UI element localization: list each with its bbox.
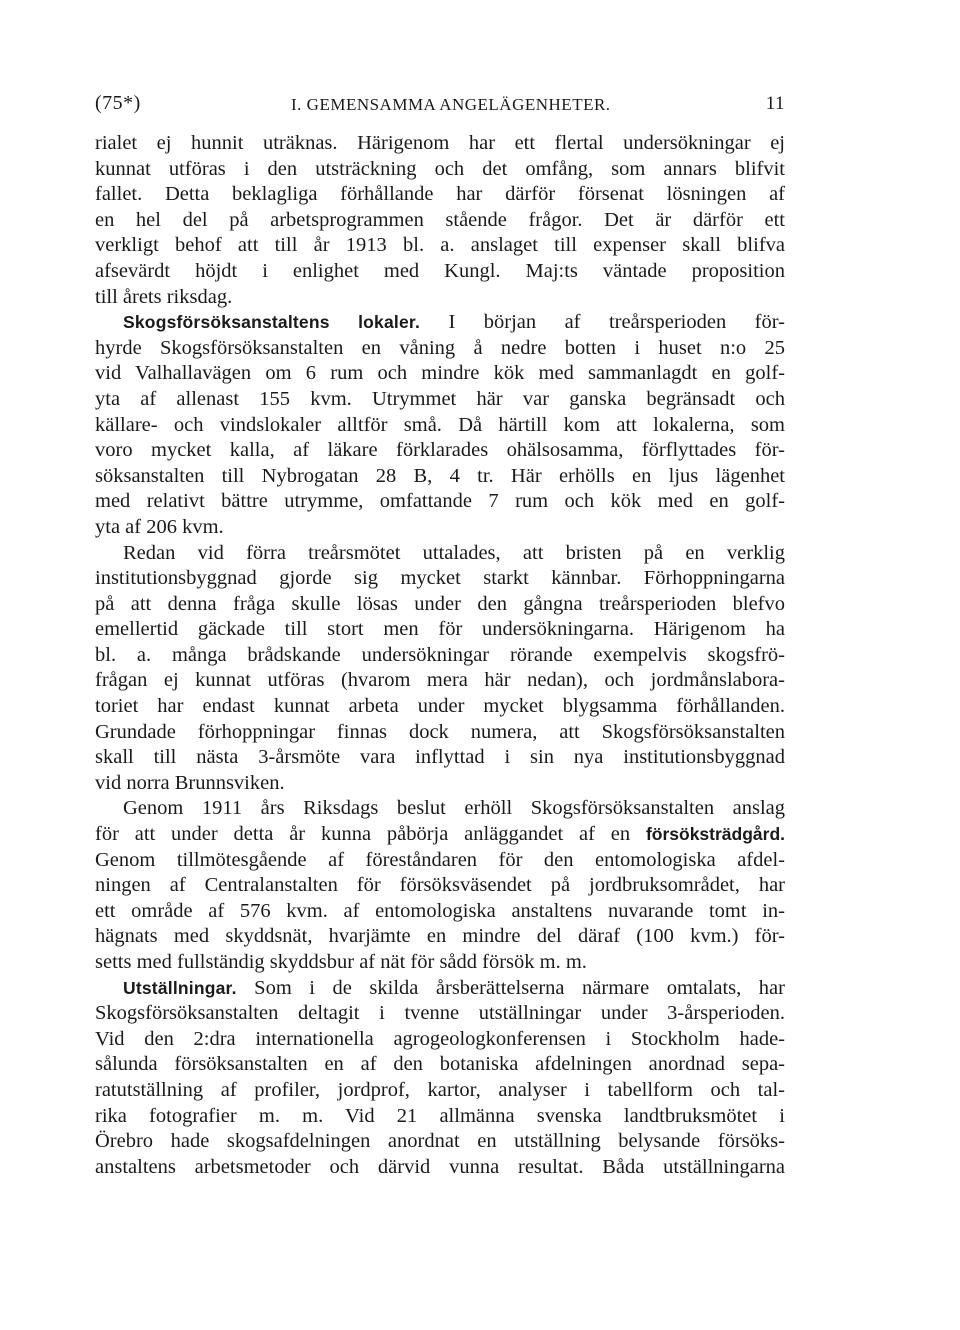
text-line xyxy=(95,1078,785,1104)
line-text: Redan vid förra treårsmötet uttalades, att bristen på en verklig xyxy=(123,541,785,564)
text-line xyxy=(95,592,785,618)
line-text: vid Valhallavägen om 6 rum och mindre kök med sammanlagdt en golf- xyxy=(95,362,785,385)
line-text: för att under detta år kunna påbörja anläggandet af en xyxy=(95,823,646,846)
line-text: hägnats med skyddsnät, hvarjämte en mindre del däraf (100 kvm.) för- xyxy=(95,925,785,948)
running-title: I. GEMENSAMMA ANGELÄGENHETER. xyxy=(291,95,611,114)
line-text: på att denna fråga skulle lösas under den gångna treårsperioden blefvo xyxy=(95,592,785,615)
text-line xyxy=(95,771,785,797)
line-text: skall till nästa 3-årsmöte vara inflyttad i sin nya institutionsbyggnad xyxy=(95,746,785,769)
line-text: setts med fullständig skyddsbur af nät för sådd försök m. m. xyxy=(95,951,587,973)
text-line xyxy=(95,310,785,336)
text-line xyxy=(95,1129,785,1155)
emphasized-term: försöksträdgård. xyxy=(645,824,785,845)
text-line xyxy=(95,796,785,822)
text-line xyxy=(95,157,785,183)
text-line xyxy=(95,515,785,541)
line-text: ratutställning af profiler, jordprof, kartor, analyser i tabellform och tal- xyxy=(95,1078,785,1101)
line-text: yta af allenast 155 kvm. Utrymmet här var ganska begränsadt och xyxy=(95,387,785,410)
text-line xyxy=(95,720,785,746)
page-number-right: 11 xyxy=(765,93,785,114)
section-heading: Utställningar. xyxy=(123,977,237,998)
line-text: rialet ej hunnit uträknas. Härigenom har ett flertal undersökningar ej xyxy=(95,132,785,154)
text-line xyxy=(95,182,785,208)
line-text: Vid den 2:dra internationella agrogeologkonferensen i Stockholm hade- xyxy=(95,1027,785,1050)
line-text: frågan ej kunnat utföras (hvarom mera här nedan), och jordmånslabora- xyxy=(95,669,785,692)
text-line xyxy=(95,233,785,259)
text-line xyxy=(95,413,785,439)
line-text: yta af 206 kvm. xyxy=(95,515,224,538)
line-text: Skogsförsöksanstalten deltagit i tvenne utställningar under 3-årsperioden. xyxy=(95,1002,785,1025)
line-text: Genom 1911 års Riksdags beslut erhöll Skogsförsöksanstalten anslag xyxy=(123,797,785,820)
line-text: anstaltens arbetsmetoder och därvid vunna resultat. Båda utställningarna xyxy=(95,1155,785,1178)
line-text: Genom tillmötesgående af föreståndaren för den entomologiska afdel- xyxy=(95,848,785,871)
text-line xyxy=(95,1052,785,1078)
line-text: fallet. Detta beklagliga förhållande har därför försenat lösningen af xyxy=(95,183,785,206)
text-line xyxy=(95,438,785,464)
text-line xyxy=(95,643,785,669)
text-line xyxy=(95,361,785,387)
text-line xyxy=(95,899,785,925)
line-text: en hel del på arbetsprogrammen stående frågor. Det är därför ett xyxy=(95,208,785,231)
line-text: sålunda försöksanstalten en af den botaniska afdelningen anordnad sepa- xyxy=(95,1053,785,1076)
line-text: bl. a. många brådskande undersökningar rörande exempelvis skogsfrö- xyxy=(95,643,785,666)
line-text: afsevärdt höjdt i enlighet med Kungl. Maj:ts väntade proposition xyxy=(95,259,785,282)
line-text: hyrde Skogsförsöksanstalten en våning å nedre botten i huset n:o 25 xyxy=(95,336,785,359)
page-number-left: (75*) xyxy=(95,92,141,114)
line-text: toriet har endast kunnat arbeta under mycket blygsamma förhållanden. xyxy=(95,695,785,718)
text-line xyxy=(95,873,785,899)
line-text: källare- och vindslokaler alltför små. Då härtill kom att lokalerna, som xyxy=(95,413,785,436)
line-text: ett område af 576 kvm. af entomologiska anstaltens nuvarande tomt in- xyxy=(95,899,785,922)
line-text: verkligt behof att till år 1913 bl. a. anslaget till expenser skall blifva xyxy=(95,234,785,257)
line-text: emellertid gäckade till stort men för undersökningarna. Härigenom ha xyxy=(95,618,785,641)
text-line xyxy=(95,1027,785,1053)
text-line xyxy=(95,848,785,874)
text-line xyxy=(95,336,785,362)
line-text: voro mycket kalla, af läkare förklarades ohälsosamma, förflyttades för- xyxy=(95,439,785,462)
text-line xyxy=(95,694,785,720)
text-line xyxy=(95,259,785,285)
text-line xyxy=(95,745,785,771)
text-line xyxy=(95,131,785,157)
text-line xyxy=(95,1104,785,1130)
text-line xyxy=(95,976,785,1002)
section-heading: Skogsförsöksanstaltens lokaler. xyxy=(123,312,421,333)
line-text: Örebro hade skogsafdelningen anordnat en utställning belysande försöks- xyxy=(95,1130,785,1153)
line-text: I början af treårsperioden för- xyxy=(420,311,785,334)
text-line xyxy=(95,566,785,592)
text-line xyxy=(95,285,785,311)
line-text: till årets riksdag. xyxy=(95,285,233,308)
line-text: med relativt bättre utrymme, omfattande 7 rum och kök med en golf- xyxy=(95,490,785,513)
line-text: söksanstalten till Nybrogatan 28 B, 4 tr. Här erhölls en ljus lägenhet xyxy=(95,464,785,487)
text-line xyxy=(95,924,785,950)
line-text: ningen af Centralanstalten för försöksväsendet på jordbruksområdet, har xyxy=(95,874,785,897)
text-line xyxy=(95,387,785,413)
running-header xyxy=(95,92,785,122)
text-line xyxy=(95,822,785,848)
text-line xyxy=(95,668,785,694)
text-line xyxy=(95,464,785,490)
text-line xyxy=(95,1001,785,1027)
text-line xyxy=(95,541,785,567)
line-text: kunnat utföras i den utsträckning och det omfång, som annars blifvit xyxy=(95,157,785,180)
text-line xyxy=(95,617,785,643)
line-text: institutionsbyggnad gjorde sig mycket starkt kännbar. Förhoppningarna xyxy=(95,567,785,590)
line-text: Grundade förhoppningar finnas dock numera, att Skogsförsöksanstalten xyxy=(95,720,785,743)
body-text xyxy=(95,131,785,1180)
line-text: rika fotografier m. m. Vid 21 allmänna svenska landtbruksmötet i xyxy=(95,1104,785,1127)
text-line xyxy=(95,489,785,515)
text-line xyxy=(95,208,785,234)
line-text: Som i de skilda årsberättelserna närmare omtalats, har xyxy=(236,976,785,999)
text-line xyxy=(95,950,785,976)
line-text: vid norra Brunnsviken. xyxy=(95,771,285,794)
text-line xyxy=(95,1155,785,1181)
